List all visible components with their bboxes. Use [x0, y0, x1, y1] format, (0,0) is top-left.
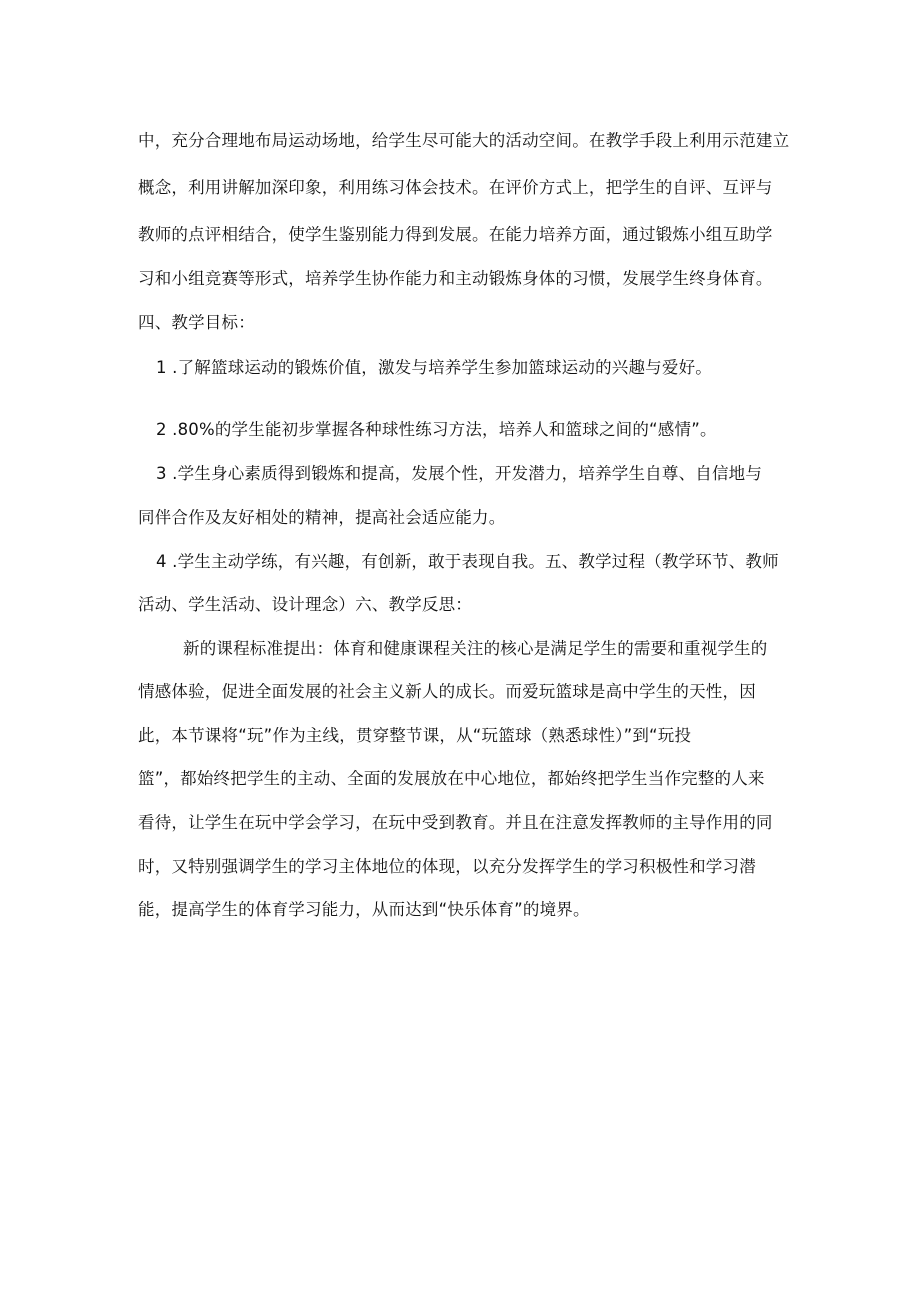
paragraph-line: 能，提高学生的体育学习能力，从而达到“快乐体育”的境界。: [138, 900, 590, 919]
objective-item: 2 .80%的学生能初步掌握各种球性练习方法，培养人和篮球之间的“感情”。: [156, 420, 717, 439]
paragraph-line: 中，充分合理地布局运动场地，给学生尽可能大的活动空间。在教学手段上利用示范建立: [138, 131, 790, 150]
reflection-paragraph-start: 新的课程标准提出：体育和健康课程关注的核心是满足学生的需要和重视学生的: [183, 639, 768, 658]
paragraph-line: 概念，利用讲解加深印象，利用练习体会技术。在评价方式上，把学生的自评、互评与: [138, 178, 773, 197]
paragraph-line: 教师的点评相结合，使学生鉴别能力得到发展。在能力培养方面，通过锻炼小组互助学: [138, 225, 773, 244]
paragraph-line: 时，又特别强调学生的学习主体地位的体现，以充分发挥学生的学习积极性和学习潜: [138, 857, 756, 876]
paragraph-line: 篮”，都始终把学生的主动、全面的发展放在中心地位，都始终把学生当作完整的人来: [138, 769, 765, 788]
paragraph-line: 此，本节课将“玩”作为主线，贯穿整节课，从“玩篮球（熟悉球性）”到“玩投: [138, 726, 692, 745]
paragraph-line: 情感体验，促进全面发展的社会主义新人的成长。而爱玩篮球是高中学生的天性，因: [138, 682, 756, 701]
objective-item: 4 .学生主动学练，有兴趣，有创新，敢于表现自我。五、教学过程（教学环节、教师: [156, 552, 779, 571]
section-heading: 四、教学目标：: [138, 313, 255, 332]
paragraph-line: 习和小组竞赛等形式，培养学生协作能力和主动锻炼身体的习惯，发展学生终身体育。: [138, 269, 773, 288]
paragraph-line: 活动、学生活动、设计理念）六、教学反思：: [138, 595, 472, 614]
objective-item: 1 .了解篮球运动的锻炼价值，激发与培养学生参加篮球运动的兴趣与爱好。: [156, 358, 712, 377]
objective-item: 3 .学生身心素质得到锻炼和提高，发展个性，开发潜力，培养学生自尊、自信地与: [156, 464, 763, 483]
paragraph-line: 看待，让学生在玩中学会学习，在玩中受到教育。并且在注意发挥教师的主导作用的同: [138, 813, 773, 832]
paragraph-line: 同伴合作及友好相处的精神，提高社会适应能力。: [138, 508, 506, 527]
